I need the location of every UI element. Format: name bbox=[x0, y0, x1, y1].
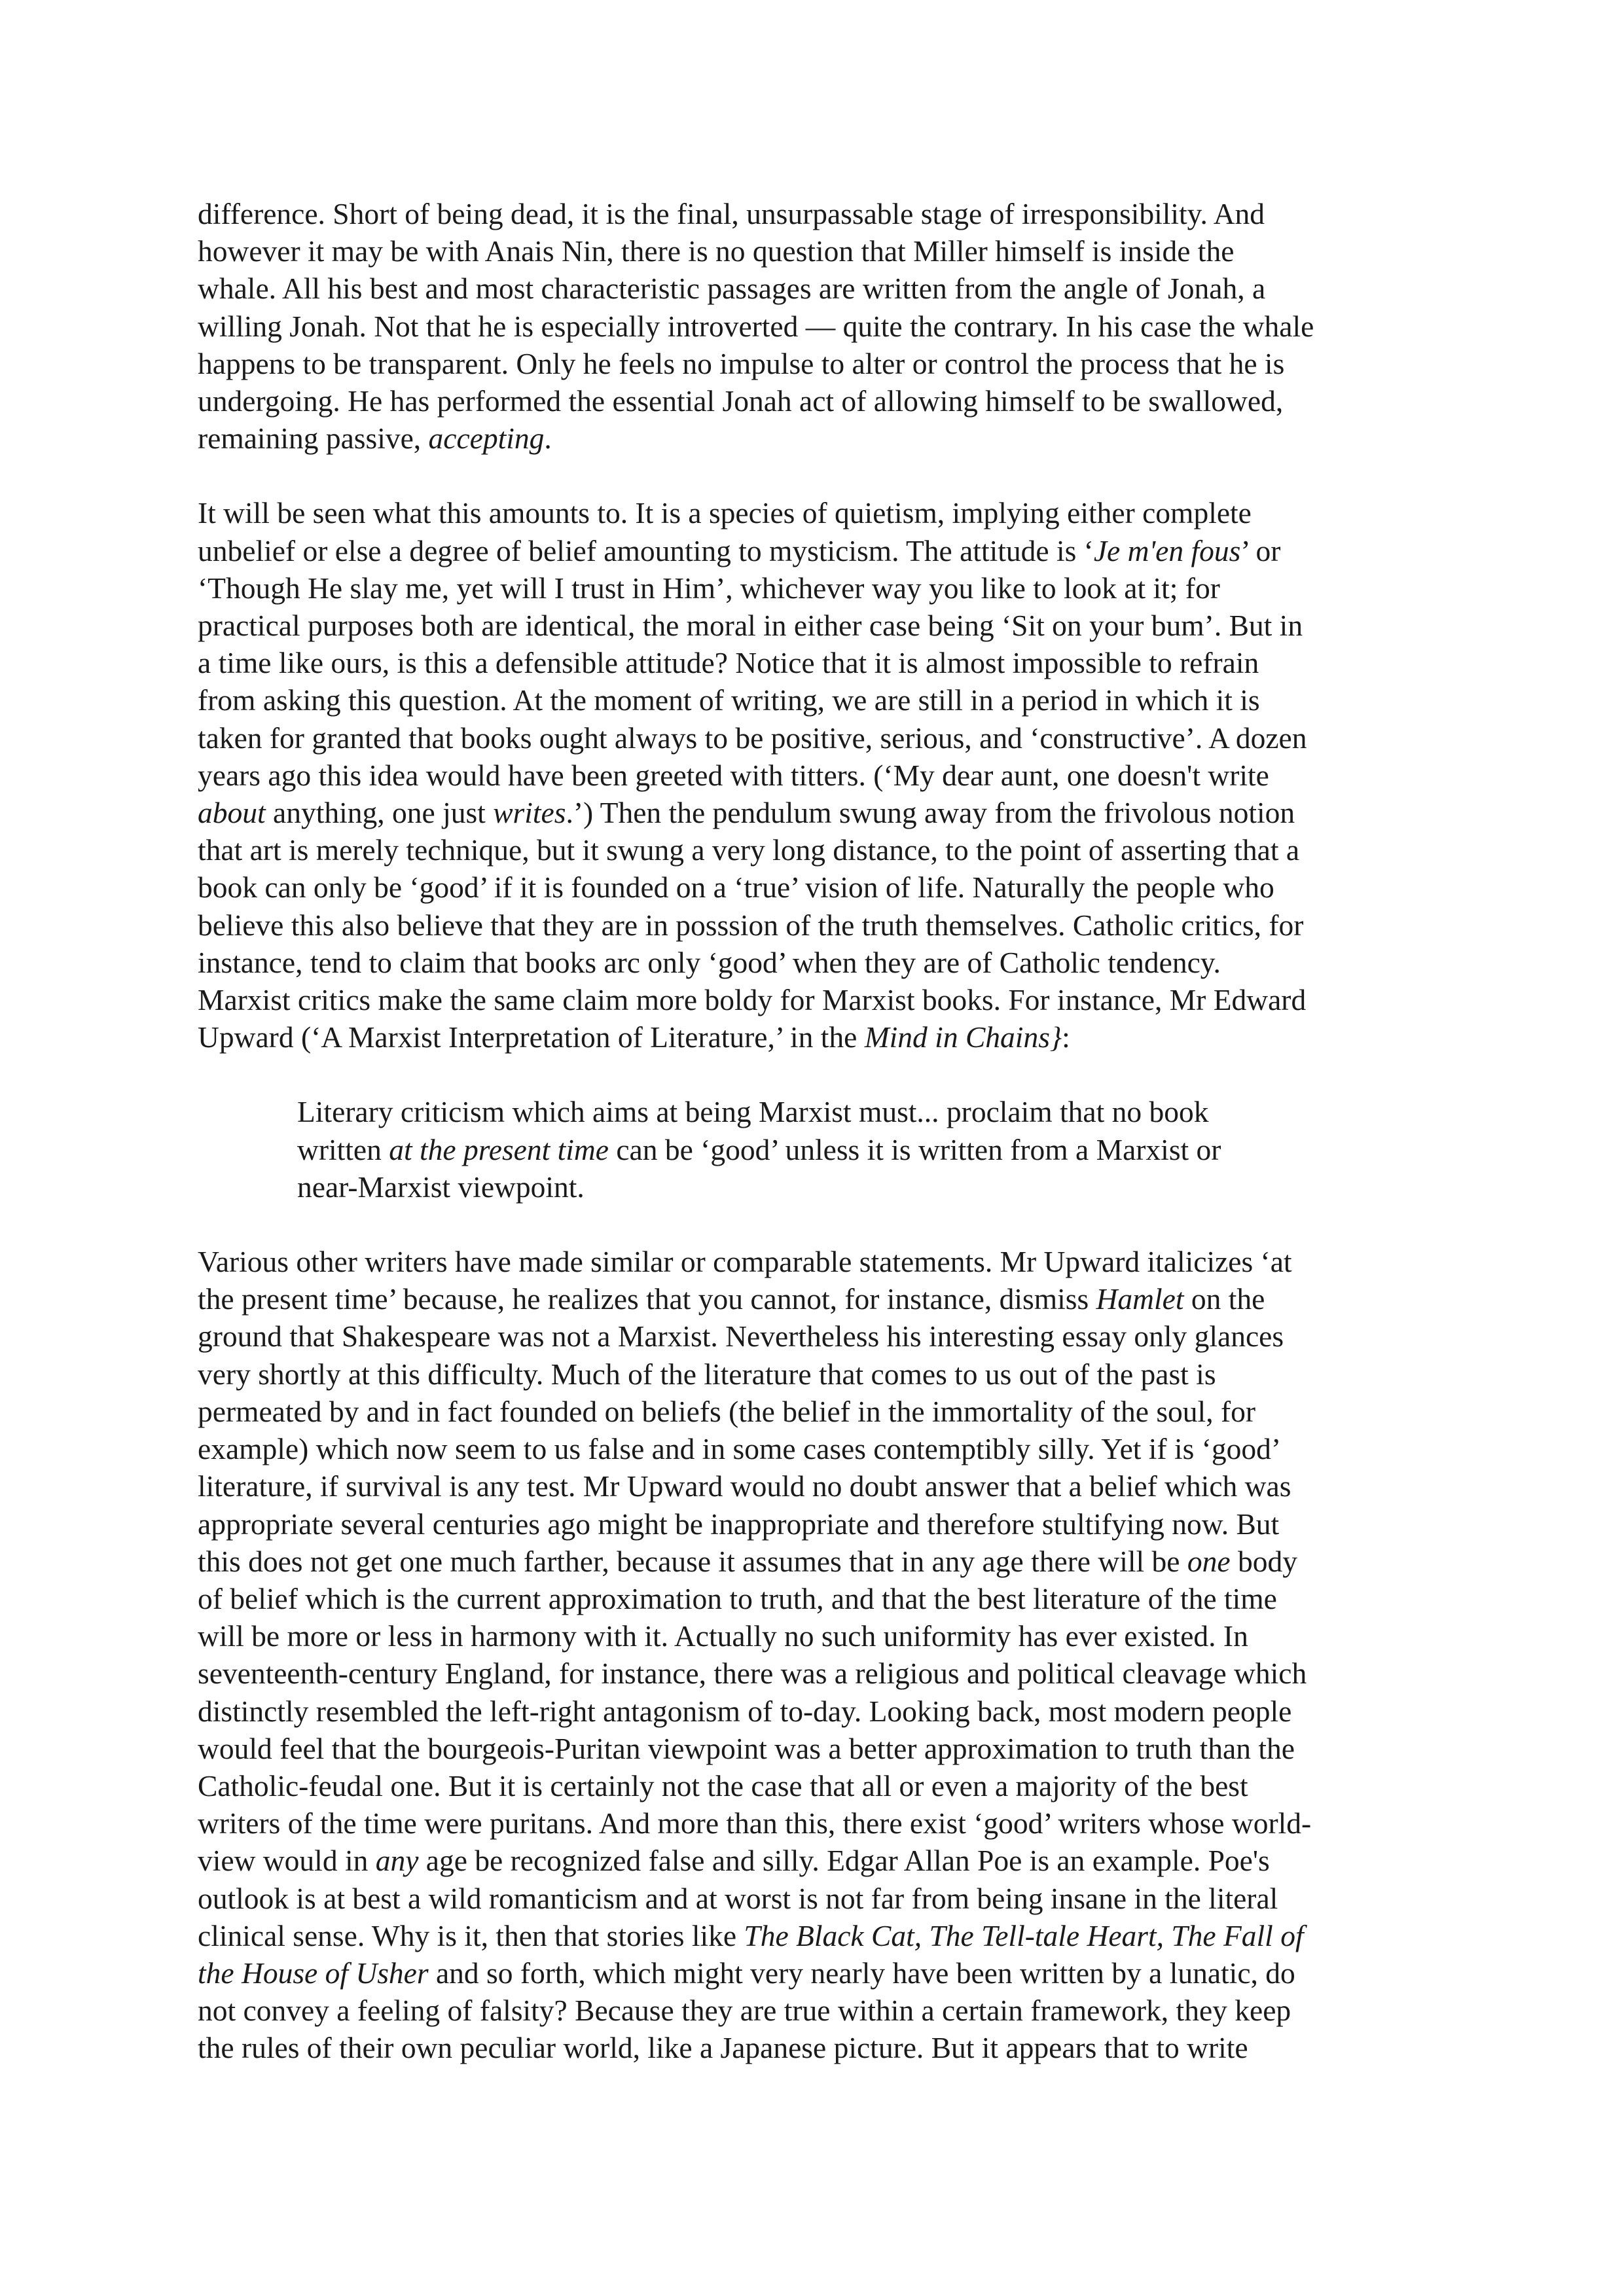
text-run: taken for granted that books ought always to be positive, serious, and ‘constructive’. A dozen bbox=[198, 721, 1307, 755]
italic-text: at the present time bbox=[389, 1132, 609, 1166]
italic-text: Hamlet bbox=[1096, 1282, 1184, 1316]
text-line bbox=[198, 869, 1441, 906]
paragraph-quietism bbox=[198, 494, 1441, 1056]
paragraph-whale bbox=[198, 195, 1441, 457]
text-line bbox=[198, 644, 1441, 681]
text-run: Literary criticism which aims at being Marxist must... proclaim that no book bbox=[297, 1095, 1209, 1129]
text-run: unbelief or else a degree of belief amounting to mysticism. The attitude is ‘ bbox=[198, 533, 1094, 567]
text-run: Catholic-feudal one. But it is certainly not the case that all or even a majority of the best bbox=[198, 1768, 1248, 1803]
text-line bbox=[198, 345, 1441, 382]
text-run: permeated by and in fact founded on beliefs (the belief in the immortality of the soul, for bbox=[198, 1394, 1256, 1428]
text-run: very shortly at this difficulty. Much of the literature that comes to us out of the past is bbox=[198, 1357, 1216, 1391]
text-run: on the bbox=[1183, 1282, 1265, 1316]
text-run: written bbox=[297, 1132, 389, 1166]
text-run: appropriate several centuries ago might be inappropriate and therefore stultifying now. But bbox=[198, 1507, 1280, 1541]
text-run: that art is merely technique, but it swung a very long distance, to the point of asserting that a bbox=[198, 833, 1300, 867]
text-run: practical purposes both are identical, the moral in either case being ‘Sit on your bum’. But in bbox=[198, 609, 1303, 643]
text-line bbox=[198, 1880, 1441, 1917]
text-line bbox=[198, 569, 1441, 607]
text-run: the rules of their own peculiar world, like a Japanese picture. But it appears that to write bbox=[198, 2031, 1248, 2065]
text-line bbox=[198, 794, 1441, 831]
italic-text: about bbox=[198, 796, 266, 830]
text-line bbox=[198, 420, 1441, 457]
italic-text: Mind in Chains} bbox=[864, 1020, 1062, 1054]
text-line bbox=[198, 1992, 1441, 2029]
italic-text: one bbox=[1187, 1544, 1231, 1578]
text-line bbox=[198, 1280, 1441, 1318]
text-run: example) which now seem to us false and in some cases contemptibly silly. Yet if is ‘good’ bbox=[198, 1432, 1281, 1466]
text-run: age be recognized false and silly. Edgar Allan Poe is an example. Poe's bbox=[418, 1844, 1270, 1878]
text-run: near-Marxist viewpoint. bbox=[297, 1170, 585, 1204]
text-line bbox=[198, 757, 1441, 794]
text-run: ground that Shakespeare was not a Marxist. Nevertheless his interesting essay only glances bbox=[198, 1319, 1284, 1354]
text-line bbox=[198, 607, 1441, 644]
paragraph-gap bbox=[198, 457, 1441, 494]
text-run: Upward (‘A Marxist Interpretation of Literature,’ in the bbox=[198, 1020, 865, 1054]
italic-text: the House of Usher bbox=[198, 1956, 429, 1990]
italic-text: The Black Cat, The Tell-tale Heart, The Fall of bbox=[744, 1918, 1304, 1952]
text-run: : bbox=[1062, 1020, 1070, 1054]
text-run: happens to be transparent. Only he feels no impulse to alter or control the process that he is bbox=[198, 346, 1285, 380]
text-run: outlook is at best a wild romanticism and at worst is not far from being insane in the literal bbox=[198, 1881, 1278, 1915]
text-run: can be ‘good’ unless it is written from a Marxist or bbox=[608, 1132, 1221, 1166]
text-line bbox=[198, 1505, 1441, 1543]
text-line bbox=[198, 2029, 1441, 2066]
text-run: this does not get one much farther, because it assumes that in any age there will be bbox=[198, 1544, 1187, 1578]
text-run: remaining passive, bbox=[198, 422, 429, 456]
text-line bbox=[198, 1655, 1441, 1692]
text-line bbox=[198, 719, 1441, 757]
text-line bbox=[198, 1430, 1441, 1467]
italic-text: any bbox=[375, 1844, 419, 1878]
text-line bbox=[198, 944, 1441, 981]
text-line bbox=[198, 1804, 1441, 1842]
text-run: ‘Though He slay me, yet will I trust in Him’, whichever way you like to look at it; for bbox=[198, 571, 1220, 605]
text-run: years ago this idea would have been greeted with titters. (‘My dear aunt, one doesn't write bbox=[198, 758, 1269, 792]
document-page bbox=[198, 195, 1441, 2067]
text-line bbox=[198, 1018, 1441, 1056]
text-run: book can only be ‘good’ if it is founded on a ‘true’ vision of life. Naturally the people who bbox=[198, 870, 1274, 905]
text-line bbox=[198, 831, 1441, 869]
text-run: literature, if survival is any test. Mr Upward would no doubt answer that a belief which was bbox=[198, 1469, 1291, 1503]
text-line bbox=[198, 1355, 1441, 1393]
text-run: believe this also believe that they are in posssion of the truth themselves. Catholic critics, for bbox=[198, 908, 1304, 942]
text-run: ’ or bbox=[1240, 533, 1281, 567]
text-run: whale. All his best and most characteristic passages are written from the angle of Jonah, a bbox=[198, 272, 1266, 306]
text-run: anything, one just bbox=[265, 796, 494, 830]
text-run: body bbox=[1230, 1544, 1297, 1578]
text-run: Various other writers have made similar or comparable statements. Mr Upward italicizes ‘at bbox=[198, 1245, 1292, 1279]
text-line bbox=[198, 1318, 1441, 1355]
text-line bbox=[297, 1168, 1358, 1206]
text-line bbox=[198, 1543, 1441, 1580]
text-line bbox=[198, 1580, 1441, 1617]
text-line bbox=[198, 1767, 1441, 1804]
text-line bbox=[198, 308, 1441, 345]
text-line bbox=[198, 1730, 1441, 1767]
text-line bbox=[198, 1393, 1441, 1430]
text-run: will be more or less in harmony with it. Actually no such uniformity has ever existed. In bbox=[198, 1619, 1248, 1653]
text-line bbox=[198, 270, 1441, 307]
text-run: Marxist critics make the same claim more boldy for Marxist books. For instance, Mr Edward bbox=[198, 983, 1307, 1017]
paragraph-gap bbox=[198, 1206, 1441, 1243]
text-run: .’) Then the pendulum swung away from the frivolous notion bbox=[566, 796, 1295, 830]
italic-text: Je m'en fous bbox=[1093, 533, 1241, 567]
text-line bbox=[198, 1617, 1441, 1655]
text-line bbox=[198, 1243, 1441, 1280]
text-run: would feel that the bourgeois-Puritan viewpoint was a better approximation to truth than the bbox=[198, 1731, 1295, 1765]
text-run: however it may be with Anais Nin, there is no question that Miller himself is inside the bbox=[198, 234, 1235, 268]
text-line bbox=[198, 906, 1441, 944]
text-run: from asking this question. At the moment of writing, we are still in a period in which it is bbox=[198, 683, 1260, 717]
text-line bbox=[198, 681, 1441, 719]
text-run: a time like ours, is this a defensible attitude? Notice that it is almost impossible to refrain bbox=[198, 646, 1259, 680]
text-line bbox=[198, 494, 1441, 531]
text-run: instance, tend to claim that books arc only ‘good’ when they are of Catholic tendency. bbox=[198, 945, 1221, 979]
text-line bbox=[198, 981, 1441, 1018]
text-line bbox=[198, 1467, 1441, 1505]
text-run: clinical sense. Why is it, then that stories like bbox=[198, 1918, 744, 1952]
text-run: distinctly resembled the left-right antagonism of to-day. Looking back, most modern people bbox=[198, 1694, 1292, 1728]
text-run: It will be seen what this amounts to. It is a species of quietism, implying either complete bbox=[198, 496, 1252, 530]
italic-text: writes bbox=[493, 796, 566, 830]
text-line bbox=[297, 1093, 1358, 1130]
text-run: of belief which is the current approximation to truth, and that the best literature of the time bbox=[198, 1581, 1277, 1615]
text-run: not convey a feeling of falsity? Because they are true within a certain framework, they keep bbox=[198, 1994, 1291, 2028]
text-line bbox=[198, 1842, 1441, 1879]
text-run: seventeenth-century England, for instance, there was a religious and political cleavage which bbox=[198, 1657, 1307, 1691]
italic-text: accepting bbox=[428, 422, 545, 456]
paragraph-upward bbox=[198, 1243, 1441, 2066]
text-run: undergoing. He has performed the essential Jonah act of allowing himself to be swallowed, bbox=[198, 384, 1284, 418]
text-line bbox=[297, 1131, 1358, 1168]
text-line bbox=[198, 232, 1441, 270]
text-line bbox=[198, 1693, 1441, 1730]
text-run: . bbox=[544, 422, 552, 456]
text-line bbox=[198, 532, 1441, 569]
block-quote bbox=[198, 1093, 1358, 1206]
paragraph-gap bbox=[198, 1056, 1441, 1093]
text-run: the present time’ because, he realizes that you cannot, for instance, dismiss bbox=[198, 1282, 1096, 1316]
text-line bbox=[198, 1954, 1441, 1992]
text-run: view would in bbox=[198, 1844, 376, 1878]
text-run: writers of the time were puritans. And more than this, there exist ‘good’ writers whose world- bbox=[198, 1806, 1312, 1840]
text-run: and so forth, which might very nearly have been written by a lunatic, do bbox=[428, 1956, 1295, 1990]
text-run: willing Jonah. Not that he is especially introverted — quite the contrary. In his case the whale bbox=[198, 309, 1314, 343]
text-line bbox=[198, 382, 1441, 420]
text-line bbox=[198, 1917, 1441, 1954]
text-run: difference. Short of being dead, it is the final, unsurpassable stage of irresponsibility. And bbox=[198, 197, 1265, 230]
text-line bbox=[198, 195, 1441, 232]
